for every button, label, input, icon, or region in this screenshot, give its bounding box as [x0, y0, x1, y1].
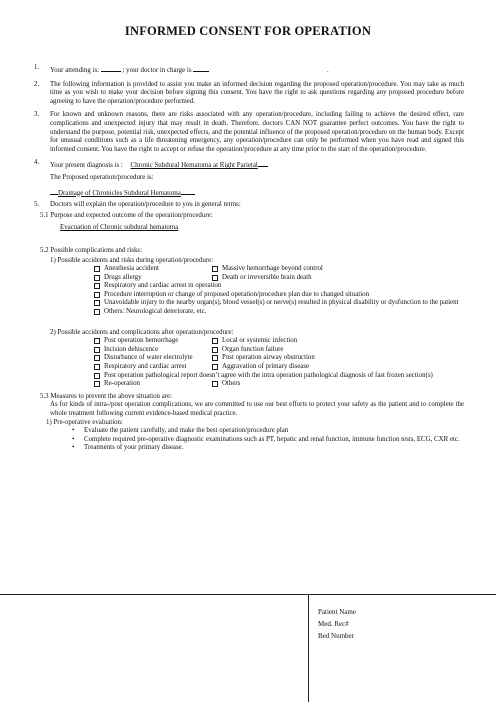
item-1: 1. Your attending is: ; your doctor in charge is .: [34, 64, 329, 74]
after-pair-row: Incision dehiscence Organ function failure: [34, 346, 464, 355]
procedure-value: Drainage of Chronicles Subdural Hematoma: [58, 189, 181, 197]
item-5: 5. Doctors will explain the operation/procedure to you in general terms:: [34, 201, 241, 209]
during-item: Respiratory and cardiac arrest in operation: [34, 282, 464, 291]
item-2: 2. The following information is provided to assist you make an informed decision regarding the proposed operation/procedure. You may take as much time as you wish to make your decision before signing this consent. You have the right to ask questions regarding any proposed procedure before agreeing to have the operation/procedure performed.: [34, 80, 464, 105]
during-heading: 1) Possible accidents and risks during operation/procedure:: [50, 256, 214, 264]
during-item: Unavoidable injury to the nearby organ(s), blood vessel(s) or nerve(s) resulted in physical disability or dysfunction to the patient: [34, 299, 464, 308]
footer-divider: [0, 594, 496, 595]
after-heading: 2) Possible accidents and complications after operation/procedure:: [50, 328, 234, 336]
during-pair-row: Anesthesia accident Massive hemorrhage beyond control: [34, 265, 464, 274]
checkbox[interactable]: [94, 338, 100, 344]
checkbox[interactable]: [212, 347, 218, 353]
section-5-2: 5.2 Possible complications and risks:: [40, 246, 143, 254]
during-pair-row: Drugs allergy Death or irreversible brain death: [34, 274, 464, 283]
purpose-value: Evacuation of Chronic subdural hematoma: [60, 224, 179, 232]
after-pair-row: Post operation hemorrhage Local or systemic infection: [34, 337, 464, 346]
checkbox[interactable]: [94, 292, 100, 298]
checkbox[interactable]: [94, 381, 100, 387]
list-item: • Evaluate the patient carefully, and make the best operation/procedure plan: [72, 427, 289, 435]
checkbox[interactable]: [94, 275, 100, 281]
checkbox[interactable]: [94, 364, 100, 370]
doctor-blank: [193, 64, 209, 72]
footer-vertical-divider: [308, 594, 309, 702]
during-item: Others: Neurological deteriorate, etc.: [34, 308, 464, 317]
checkbox[interactable]: [212, 338, 218, 344]
section-5-1: 5.1 Purpose and expected outcome of the operation/procedure:: [40, 211, 213, 219]
list-item: • Complete required pre-operative diagnostic examinations such as PT, hepatic and renal function, immune function tests, ECG, CXR etc.: [72, 435, 460, 443]
diagnosis-value: Chronic Subdural Hematoma at Right Parietal: [130, 162, 258, 170]
item-4: 4. Your present diagnosis is : Chronic Subdural Hematoma at Right Parietal: [34, 159, 464, 171]
page-title: INFORMED CONSENT FOR OPERATION: [124, 24, 372, 38]
checkbox[interactable]: [212, 275, 218, 281]
checkbox[interactable]: [94, 266, 100, 272]
checkbox[interactable]: [212, 381, 218, 387]
patient-name-label: Patient Name: [318, 608, 356, 616]
checkbox[interactable]: [94, 373, 100, 379]
consent-body: [34, 64, 464, 453]
bed-number-label: Bed Number: [318, 632, 354, 640]
after-pair-row: Respiratory and cardiac arrest Aggravation of primary disease: [34, 363, 464, 372]
after-item: Post operation pathological report doesn’t agree with the intra operation pathological diagnosis of fast frozen section(s): [34, 372, 464, 381]
during-item: Procedure interruption or change of proposed operation/procedure plan due to changed situation: [34, 291, 464, 300]
checkbox[interactable]: [212, 355, 218, 361]
checkbox[interactable]: [212, 266, 218, 272]
procedure-label: The Proposed operation/procedure is:: [50, 173, 154, 181]
patient-info: [318, 606, 356, 642]
attending-blank: [101, 64, 121, 72]
list-item: • Treatments of your primary disease.: [72, 444, 184, 452]
pre-op-heading: 1) Pre-operative evaluation:: [46, 418, 123, 426]
after-pair-row: Re-operation Others: [34, 380, 464, 389]
checkbox[interactable]: [94, 309, 100, 315]
section-5-3: 5.3 Measures to prevent the above situation are:: [40, 392, 173, 400]
med-rec-label: Med. Rec#: [318, 620, 349, 628]
checkbox[interactable]: [212, 364, 218, 370]
checkbox[interactable]: [94, 355, 100, 361]
measures-text: As for kinds of intra-/post operation complications, we are committed to use our best efforts to protect your safety as the patient and to complete the whole treatment following current evidence-based medical practice.: [50, 401, 464, 417]
checkbox[interactable]: [94, 347, 100, 353]
item-3: 3. For known and unknown reasons, there are risks associated with any operation/procedure, including failing to achieve the desired effect, rare complications and unexpected injury that may result in death. Therefore, doctors CAN NOT guarantee perfect outcomes. You have the right to understand the purpose, potential risk, unexpected effects, and the potential influence of the proposed operation/procedure on the human body. Except for unusual conditions such as a life threatening emergency, any operation/procedure can only be performed when you have read and signed this informed consent. You have the right to accept or refuse the operation/procedure at any time prior to the start of the operation/procedure.: [34, 111, 464, 153]
after-pair-row: Disturbance of water electrolyte Post operation airway obstruction: [34, 354, 464, 363]
checkbox[interactable]: [94, 300, 100, 306]
checkbox[interactable]: [94, 283, 100, 289]
